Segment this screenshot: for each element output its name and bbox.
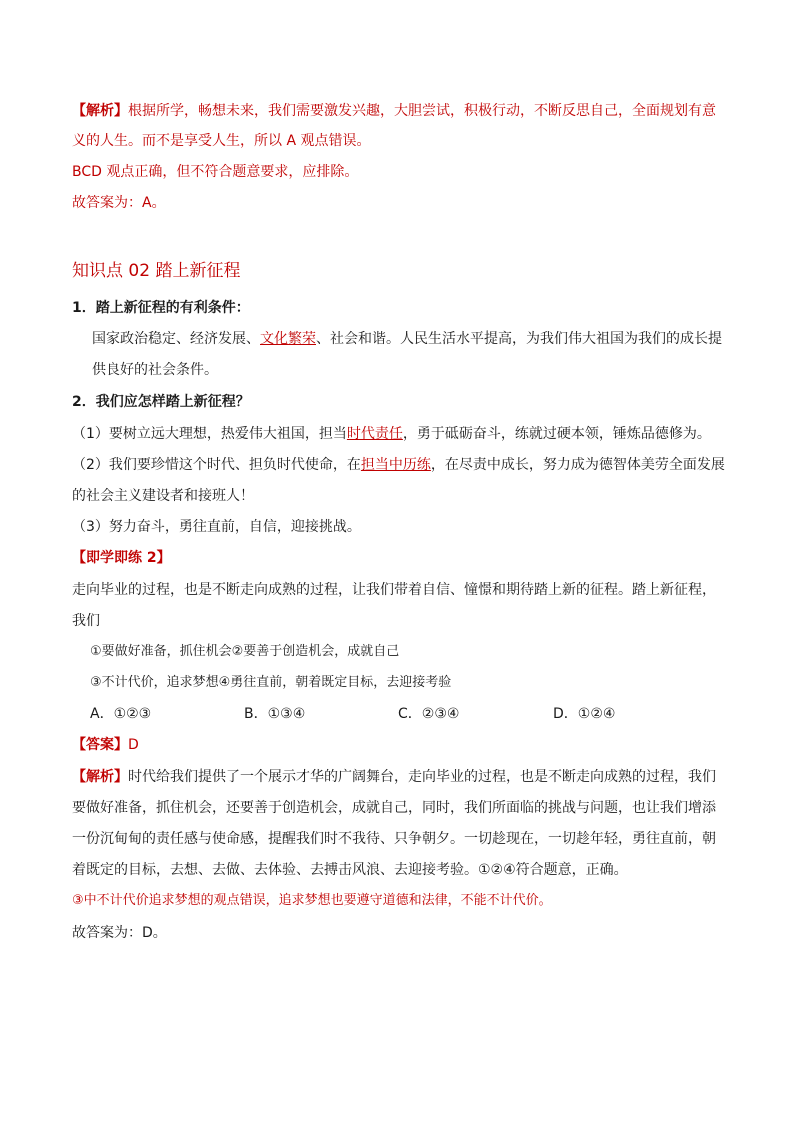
answer-value: D [128, 737, 139, 753]
explanation-text-1: 时代给我们提供了一个展示才华的广阔舞台，走向毕业的过程，也是不断走向成熟的过程，我们 [128, 769, 716, 785]
explanation-line-4: 着既定的目标，去想、去做、去体验、去搏击风浪、去迎接考验。①②④符合题意，正确。 [72, 862, 628, 878]
point-2-item-1 [72, 424, 711, 444]
option-a: A．①②③ [90, 706, 152, 722]
answer-tag: 【答案】 [72, 737, 128, 753]
point-1-para-2: 供良好的社会条件。 [92, 362, 218, 378]
answer-row [72, 735, 139, 755]
section-title: 知识点 02 踏上新征程 [72, 261, 241, 281]
point-1-title: 1．踏上新征程的有利条件： [72, 300, 250, 316]
answer-line: 故答案为：A。 [72, 195, 166, 211]
explanation-line-5: ③中不计代价追求梦想的观点错误，追求梦想也要遵守道德和法律，不能不计代价。 [72, 893, 552, 908]
final-answer: 故答案为：D。 [72, 925, 167, 941]
keyword-shidai: 时代责任 [346, 426, 403, 442]
point-1-text-b: 、社会和谐。人民生活水平提高，为我们伟大祖国为我们的成长提 [316, 331, 722, 347]
keyword-dandang: 担当中历练 [360, 457, 431, 473]
item-2-text-b: ，在尽责中成长，努力成为德智体美劳全面发展 [430, 457, 725, 473]
option-d: D．①②④ [553, 706, 616, 722]
analysis-line-2: 义的人生。而不是享受人生，所以 A 观点错误。 [72, 133, 371, 149]
point-2-item-2 [72, 455, 725, 475]
question-stem-2: 我们 [72, 613, 100, 629]
item-1-text-a: （1）要树立远大理想，热爱伟大祖国，担当 [72, 426, 347, 442]
item-1-text-b: ，勇于砥砺奋斗，练就过硬本领，锤炼品德修为。 [402, 426, 711, 442]
point-2-item-2-cont: 的社会主义建设者和接班人！ [72, 488, 254, 504]
point-1-para-1 [92, 329, 722, 349]
explanation-line-2: 要做好准备，抓住机会，还要善于创造机会，成就自己，同时，我们所面临的挑战与问题，也让我们增添 [72, 800, 716, 816]
explanation-line-1 [72, 767, 716, 787]
explanation-line-3: 一份沉甸甸的责任感与使命感，提醒我们时不我待、只争朝夕。一切趁现在，一切趁年轻，勇往直前，朝 [72, 831, 716, 847]
analysis-line-1 [72, 101, 716, 121]
point-2-title: 2．我们应怎样踏上新征程？ [72, 394, 250, 410]
question-statements-2: ③不计代价，追求梦想④勇往直前，朝着既定目标，去迎接考验 [90, 675, 452, 690]
keyword-wenhua: 文化繁荣 [260, 331, 316, 347]
analysis-tag: 【解析】 [72, 103, 128, 119]
point-2-item-3: （3）努力奋斗，勇往直前，自信，迎接挑战。 [72, 519, 361, 535]
question-statements-1: ①要做好准备，抓住机会②要善于创造机会，成就自己 [90, 644, 400, 659]
explanation-tag: 【解析】 [72, 769, 128, 785]
analysis-line-3: BCD 观点正确，但不符合题意要求，应排除。 [72, 164, 359, 180]
item-2-text-a: （2）我们要珍惜这个时代、担负时代使命，在 [72, 457, 361, 473]
question-stem-1: 走向毕业的过程，也是不断走向成熟的过程，让我们带着自信、憧憬和期待踏上新的征程。踏上新征程， [72, 582, 716, 598]
option-b: B．①③④ [244, 706, 306, 722]
practice-tag: 【即学即练 2】 [72, 550, 171, 566]
option-c: C．②③④ [398, 706, 460, 722]
point-1-text-a: 国家政治稳定、经济发展、 [92, 331, 260, 347]
analysis-text: 根据所学，畅想未来，我们需要激发兴趣，大胆尝试，积极行动，不断反思自己，全面规划有意 [128, 103, 716, 119]
